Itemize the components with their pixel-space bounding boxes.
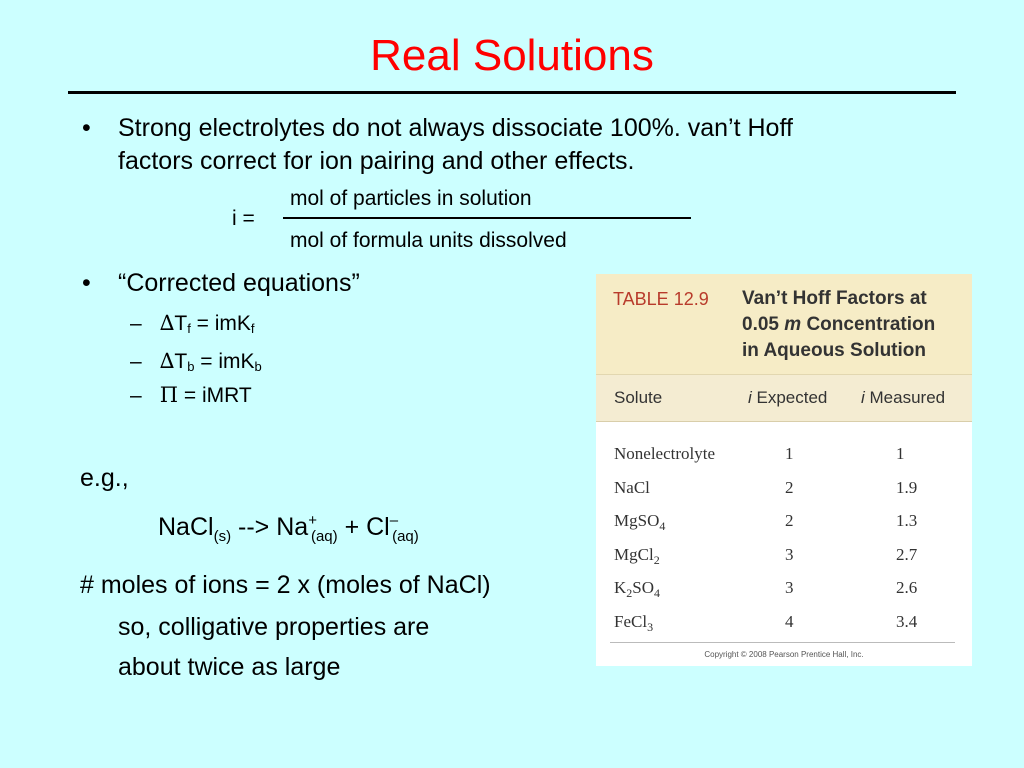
note-line-2: so, colligative properties are (118, 613, 430, 641)
table-title (742, 286, 962, 364)
table-cell-measured: 1.9 (896, 477, 918, 497)
table-title-line: 0.05 m Concentration (742, 314, 936, 335)
table-cell-expected: 1 (785, 444, 794, 463)
table-cell-expected: 2 (785, 511, 794, 531)
table-cell-measured: 1.3 (896, 511, 918, 531)
bullet-marker: • (82, 269, 91, 297)
sub: b (187, 359, 195, 374)
dissociation-equation (158, 504, 419, 553)
table-cell-solute: Nonelectrolyte (614, 444, 716, 463)
var: T (174, 350, 188, 373)
fraction-numerator: mol of particles in solution (290, 187, 532, 210)
rhs-sub: b (254, 359, 262, 374)
table-bottom-rule (610, 642, 955, 643)
table-cell-expected: 3 (785, 578, 794, 598)
bullet-2-line-1: “Corrected equations” (118, 269, 360, 297)
table-cell-measured: 2.6 (896, 578, 918, 598)
table-cell-expected: 4 (785, 612, 794, 631)
title-divider (68, 91, 956, 94)
equation-freezing (130, 309, 255, 343)
column-header-measured: i Measured (861, 388, 946, 407)
table-cell-measured: 1 (896, 444, 905, 463)
bullet-1-line-1: Strong electrolytes do not always dissociate 100%. van’t Hoff (118, 114, 793, 142)
note-line-1: # moles of ions = 2 x (moles of NaCl) (80, 571, 491, 599)
table-title-line: Van’t Hoff Factors at (742, 288, 927, 309)
table-cell-solute: $K_2SO_4$ (614, 578, 661, 601)
table-cell-measured: 2.7 (896, 544, 918, 564)
table-copyright: Copyright © 2008 Pearson Prentice Hall, Inc. (704, 650, 864, 659)
table-number: TABLE 12.9 (613, 289, 709, 309)
table-cell-solute: MgSO$_4$ (614, 511, 666, 534)
nacl-state: (s) (213, 528, 232, 545)
na-state: (aq) (310, 528, 338, 545)
rhs: = imK (194, 350, 255, 373)
dash: – (130, 350, 142, 373)
bullet-1-line-2: factors correct for ion pairing and other effects. (118, 147, 635, 175)
cl-state: (aq) (392, 528, 419, 545)
delta-symbol: ∆ (159, 349, 175, 373)
slide-title: Real Solutions (370, 31, 654, 80)
column-header-solute: Solute (614, 388, 663, 407)
sub: f (187, 321, 191, 336)
dash: – (130, 312, 142, 335)
table-cell-solute: NaCl (614, 477, 650, 497)
pi-symbol: Π (159, 383, 179, 407)
table-cell-expected: 3 (785, 544, 794, 564)
vant-hoff-table (596, 274, 972, 666)
na-charge: + (308, 512, 317, 529)
arrow-na: --> Na (231, 513, 309, 541)
delta-symbol: ∆ (159, 311, 175, 335)
table-cell-solute: MgCl$_2$ (614, 544, 660, 567)
rhs: = imK (190, 312, 251, 335)
var: T (174, 312, 188, 335)
fraction-lhs: i = (232, 207, 255, 230)
rhs: = iMRT (178, 384, 252, 407)
rhs-sub: f (250, 321, 255, 336)
plus-cl: + Cl (337, 513, 390, 541)
nacl: NaCl (158, 513, 214, 541)
table-title-line: in Aqueous Solution (742, 340, 926, 361)
example-label: e.g., (80, 464, 129, 492)
column-header-expected: i Expected (748, 388, 828, 407)
fraction-denominator: mol of formula units dissolved (290, 229, 567, 252)
fraction-bar (283, 217, 691, 219)
cl-charge: – (389, 512, 399, 529)
table-cell-measured: 3.4 (896, 612, 918, 631)
dash: – (130, 384, 142, 407)
equation-boiling (130, 347, 262, 381)
table-cell-expected: 2 (785, 477, 794, 497)
equation-osmotic (130, 381, 252, 410)
bullet-marker: • (82, 114, 91, 142)
table-cell-solute: FeCl$_3$ (614, 612, 654, 634)
note-line-3: about twice as large (118, 653, 341, 681)
